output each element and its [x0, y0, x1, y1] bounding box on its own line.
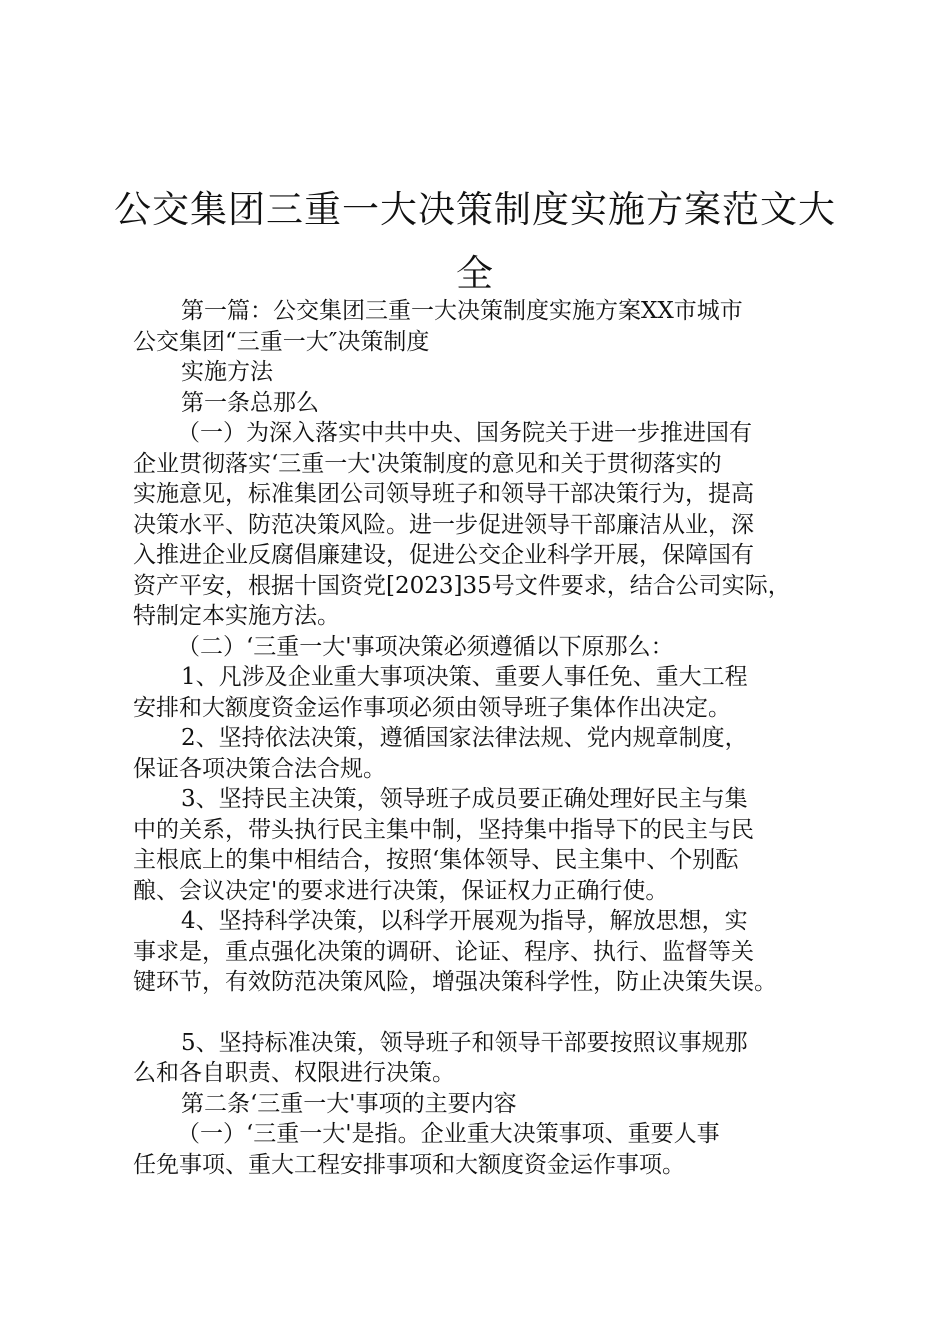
- paragraph-line: 实施意见，标准集团公司领导班子和领导干部决策行为，提高: [133, 481, 754, 507]
- paragraph-line: 3、坚持民主决策，领导班子成员要正确处理好民主与集: [181, 786, 748, 812]
- paragraph-gap: [133, 998, 833, 1028]
- section-heading: 实施方法: [181, 359, 273, 385]
- paragraph-line: 第一篇：公交集团三重一大决策制度实施方案XX市城市: [181, 298, 743, 324]
- paragraph-line: 决策水平、防范决策风险。进一步促进领导干部廉洁从业，深: [133, 511, 754, 538]
- paragraph-line: 任免事项、重大工程安排事项和大额度资金运作事项。: [133, 1151, 685, 1178]
- paragraph-line: 事求是，重点强化决策的调研、论证、程序、执行、监督等关: [133, 938, 754, 965]
- document-body: [133, 296, 833, 1180]
- paragraph-line: 企业贯彻落实‘三重一大'决策制度的意见和关于贯彻落实的: [133, 450, 722, 477]
- paragraph-line: 5、坚持标准决策，领导班子和领导干部要按照议事规那: [181, 1029, 748, 1056]
- paragraph-line: 安排和大额度资金运作事项必须由领导班子集体作出决定。: [133, 694, 731, 721]
- paragraph-line: （一）‘三重一大'是指。企业重大决策事项、重要人事: [177, 1121, 720, 1147]
- paragraph-line: 键环节，有效防范决策风险，增强决策科学性，防止决策失误。: [133, 969, 777, 995]
- paragraph-line: 入推进企业反腐倡廉建设，促进公交企业科学开展，保障国有: [133, 542, 754, 568]
- article-heading: 第二条‘三重一大'事项的主要内容: [181, 1090, 517, 1117]
- document-title: [110, 178, 840, 306]
- paragraph-line: 4、坚持科学决策，以科学开展观为指导，解放思想，实: [181, 908, 748, 934]
- paragraph-line: 特制定本实施方法。: [133, 603, 340, 629]
- paragraph-line: 1、凡涉及企业重大事项决策、重要人事任免、重大工程: [181, 664, 748, 690]
- paragraph-line: （二）‘三重一大'事项决策必须遵循以下原那么：: [177, 633, 674, 660]
- paragraph-line: 主根底上的集中相结合，按照‘集体领导、民主集中、个别酝: [133, 847, 739, 873]
- paragraph-line: 资产平安，根据十国资党[2023]35号文件要求，结合公司实际，: [133, 572, 791, 599]
- paragraph-line: 保证各项决策合法合规。: [133, 755, 386, 782]
- paragraph-line: （一）为深入落实中共中央、国务院关于进一步推进国有: [177, 420, 752, 446]
- article-heading: 第一条总那么: [181, 389, 319, 416]
- paragraph-line: 2、坚持依法决策，遵循国家法律法规、党内规章制度，: [181, 725, 748, 751]
- title-line-2: 全: [456, 252, 494, 295]
- title-line-1: 公交集团三重一大决策制度实施方案范文大: [114, 188, 836, 231]
- paragraph-line: 么和各自职责、权限进行决策。: [133, 1060, 455, 1086]
- paragraph-line: 中的关系，带头执行民主集中制，坚持集中指导下的民主与民: [133, 816, 754, 843]
- paragraph-line: 酿、会议决定'的要求进行决策，保证权力正确行使。: [133, 877, 669, 904]
- paragraph-line: 公交集团“三重一大″决策制度: [133, 328, 430, 355]
